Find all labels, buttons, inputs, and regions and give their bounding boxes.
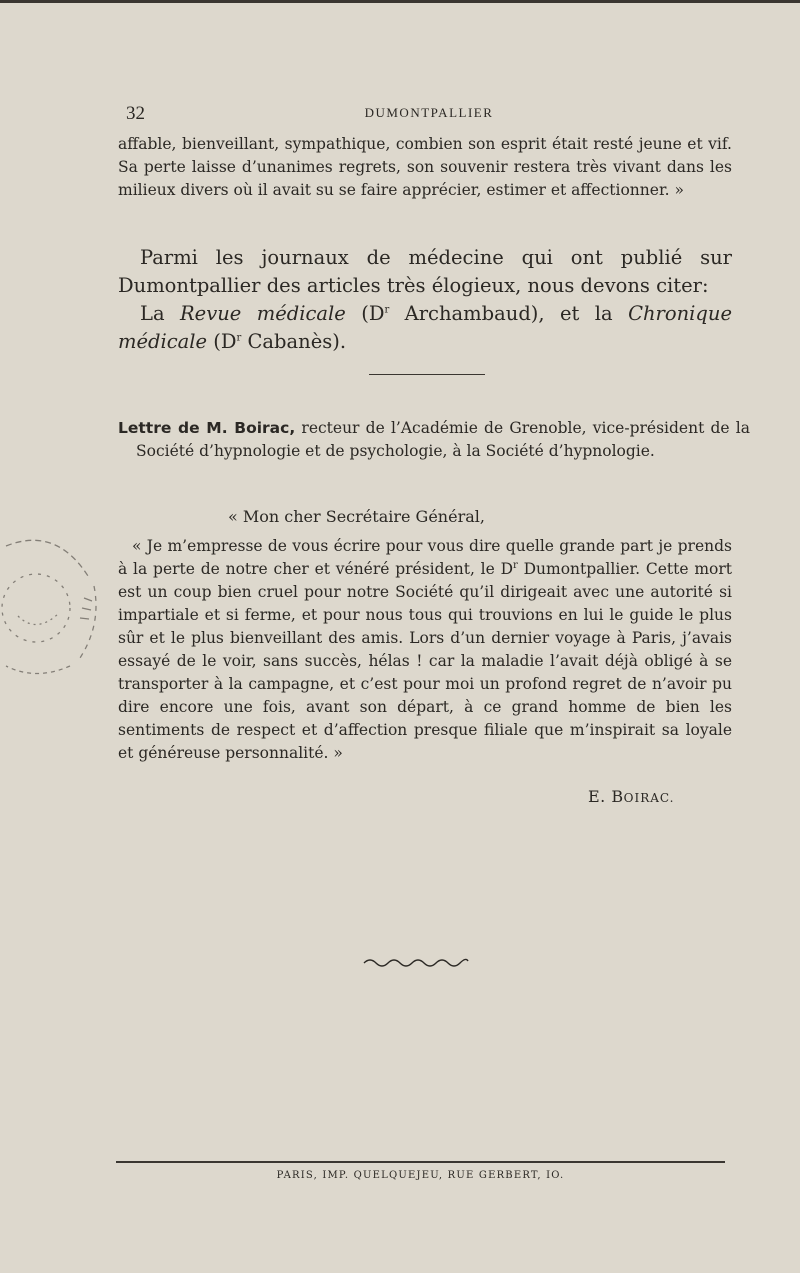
section-divider (369, 374, 485, 375)
wavy-line-ornament-icon (362, 954, 470, 968)
paragraph-journals-intro: Parmi les journaux de médecine qui ont publié sur Dumontpallier des articles très élogieux, nous devons citer: (118, 246, 732, 297)
letter-body (118, 535, 732, 765)
text-segment: (D (207, 330, 237, 353)
letter-author: Lettre de M. Boirac, (118, 419, 296, 437)
superscript: r (384, 304, 390, 316)
text-segment: Cabanès). (241, 330, 347, 353)
journal-title-revue: Revue médicale (179, 302, 346, 325)
page-number: 32 (126, 103, 145, 124)
paragraph-continuation: affable, bienveillant, sympathique, combien son esprit était resté jeune et vif. Sa perte laisse d’unanimes regrets, son souvenir restera très vivant dans les milieux divers où il avait su se faire apprécier, estimer et affectionner. » (118, 135, 732, 199)
journal-title-chronique: Chronique médicale (118, 302, 732, 353)
superscript: r (236, 332, 242, 344)
text-segment: « Je m’empresse de vous écrire pour vous dire quelle grande part je prends à la perte de notre cher et vénéré président, le D (118, 537, 732, 578)
text-segment: Dumontpallier. Cette mort est un coup bien cruel pour notre Société qu’il dirigeait avec une autorité si impartiale et si ferme, et pour nous tous qui trouvions en lui le guide le plus sûr et le plus bienveillant des amis. Lors d’un dernier voyage à Paris, j’avais essayé de le voir, sans succès, hélas ! car la maladie l’avait déjà obligé à se transporter à la campagne, et c’est pour moi un profond regret de n’avoir pu dire encore une fois, avant son départ, à ce grand homme de bien les sentiments de respect et d’affection presque filiale que m’inspirait sa loyale et généreuse personnalité. » (118, 560, 732, 762)
signature-initial: E. B (588, 787, 624, 806)
top-edge-line (0, 0, 800, 3)
running-title: DUMONTPALLIER (364, 105, 494, 120)
text-segment: (D (345, 302, 385, 325)
letter-author-description: recteur de l’Académie de Grenoble, vice-président de la Société d’hypnologie et de psychologie, à la Société d’hypnologie. (136, 419, 750, 460)
text-segment: La (140, 302, 180, 325)
paragraph-journals-list (118, 300, 732, 356)
superscript: r (513, 559, 518, 571)
printer-imprint: PARIS, IMP. QUELQUEJEU, RUE GERBERT, IO. (276, 1170, 565, 1181)
library-stamp-icon (0, 516, 102, 680)
letter-salutation: « Mon cher Secrétaire Général, (228, 507, 485, 526)
signature-smallcaps: OIRAC. (623, 791, 675, 805)
text-segment: Archambaud), et la (389, 302, 629, 325)
footer-rule (116, 1161, 725, 1163)
letter-heading (118, 417, 750, 463)
running-header (126, 103, 732, 125)
letter-signature (588, 787, 674, 806)
